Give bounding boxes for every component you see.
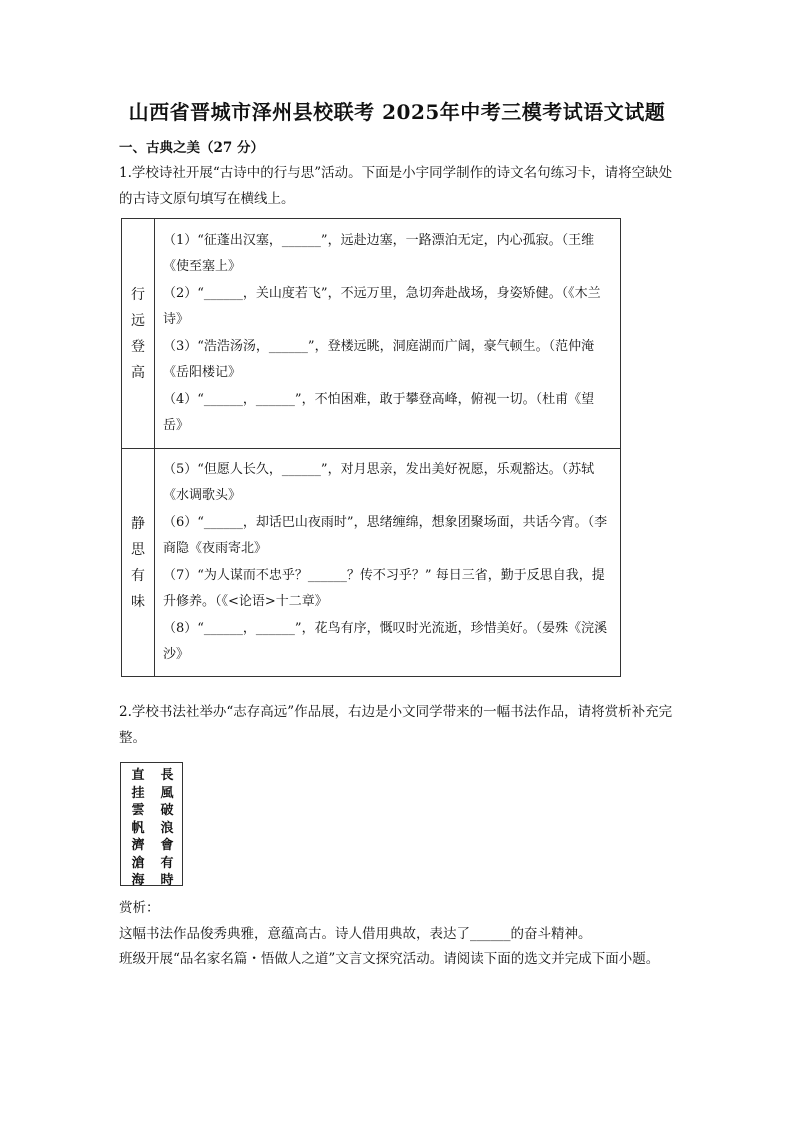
- calligraphy-char: 挂: [131, 785, 145, 801]
- card-item: （4）“______，______”，不怕困难，敢于攀登高峰，俯视一切。（杜甫《望岳》: [163, 391, 595, 433]
- calligraphy-char: 直: [131, 768, 145, 783]
- card-item: （1）“征蓬出汉塞，______”，远赴边塞，一路漂泊无定，内心孤寂。（王维《使至塞上》: [163, 232, 595, 274]
- calligraphy-char: 長: [160, 768, 174, 783]
- calligraphy-char: 帆: [131, 820, 145, 836]
- category-char: 行: [131, 286, 145, 303]
- card-row-2: [122, 449, 621, 677]
- calligraphy-char: 浪: [160, 820, 174, 836]
- items-cell: [155, 219, 621, 449]
- card-item: （5）“但愿人长久，______”，对月思亲，发出美好祝愿，乐观豁达。（苏轼《水调歌头》: [163, 461, 595, 503]
- card-row-1: [122, 219, 621, 449]
- question-1: 1.学校诗社开展“古诗中的行与思”活动。下面是小宇同学制作的诗文名句练习卡，请将空缺处的古诗文原句填写在横线上。: [119, 165, 673, 207]
- calligraphy-column-right: [158, 767, 176, 890]
- category-char: 静: [131, 515, 145, 532]
- category-char: 远: [131, 312, 145, 329]
- activity-intro: 班级开展“品名家名篇・悟做人之道”文言文探究活动。请阅读下面的选文并完成下面小题。: [119, 951, 660, 967]
- calligraphy-column-left: [129, 767, 147, 890]
- category-char: 有: [131, 567, 145, 584]
- card-item: （2）“______，关山度若飞”，不远万里，急切奔赴战场，身姿矫健。（《木兰诗》: [163, 285, 601, 327]
- calligraphy-char: 有: [160, 855, 174, 871]
- question-2: 2.学校书法社举办“志存高远”作品展，右边是小文同学带来的一幅书法作品，请将赏析补充完整。: [119, 704, 673, 746]
- appreciation-label: 赏析：: [119, 900, 160, 916]
- calligraphy-char: 滄: [131, 855, 145, 871]
- calligraphy-char: 雲: [131, 803, 145, 818]
- calligraphy-artwork: [120, 762, 183, 886]
- card-item: （8）“______，______”，花鸟有序，慨叹时光流逝，珍惜美好。（晏殊《浣溪沙》: [163, 620, 608, 662]
- appreciation-text: 这幅书法作品俊秀典雅，意蕴高古。诗人借用典故，表达了______的奋斗精神。: [119, 926, 592, 942]
- category-char: 高: [131, 364, 145, 381]
- card-item: （7）“为人谋而不忠乎？______？传不习乎？” 每日三省，勤于反思自我，提升修养。（《<论语>十二章》: [163, 567, 605, 609]
- calligraphy-char: 濟: [131, 838, 145, 853]
- card-item: （3）“浩浩汤汤，______”，登楼远眺，洞庭湖而广阔，豪气顿生。（范仲淹《岳阳楼记》: [163, 338, 595, 380]
- category-char: 味: [131, 593, 145, 610]
- calligraphy-char: 時: [160, 873, 174, 888]
- page-title: 山西省晋城市泽州县校联考 2025年中考三模考试语文试题: [128, 100, 666, 124]
- card-item: （6）“______，却话巴山夜雨时”，思绪缠绵，想象团聚场面，共话今宵。（李商隐《夜雨寄北》: [163, 514, 608, 556]
- calligraphy-char: 風: [160, 785, 174, 801]
- calligraphy-char: 破: [160, 803, 174, 818]
- section-heading: 一、古典之美（27 分）: [119, 140, 264, 156]
- items-cell: [155, 449, 621, 677]
- category-cell: [122, 449, 155, 677]
- category-char: 登: [131, 338, 145, 355]
- calligraphy-char: 會: [160, 838, 174, 853]
- category-cell: [122, 219, 155, 449]
- category-char: 思: [131, 541, 145, 558]
- practice-card-table: [121, 218, 621, 677]
- calligraphy-char: 海: [131, 873, 145, 888]
